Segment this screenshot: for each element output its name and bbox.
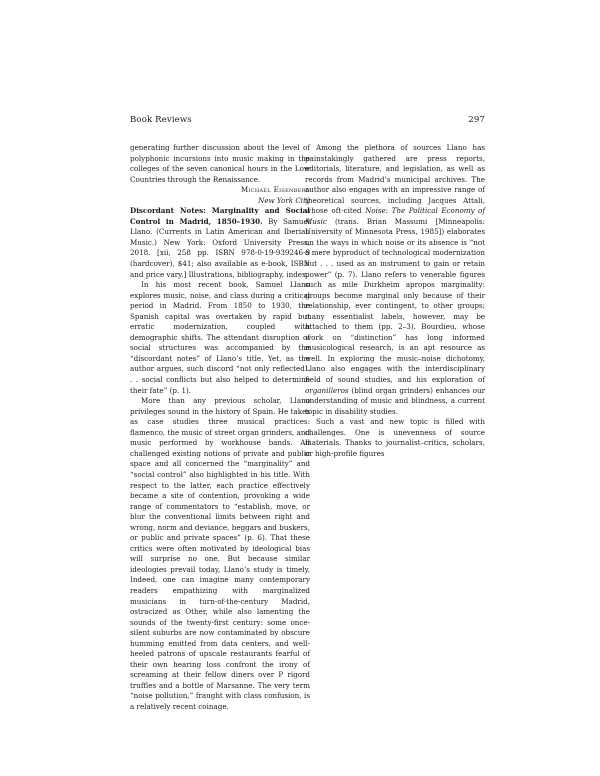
reviewer-name: Michael Eisenberg — [240, 185, 310, 195]
page-number: 297 — [468, 115, 485, 125]
paragraph-text: (trans. Brian Massumi [Minneapolis: University of Minnesota Press, 1985]) elaborates on the ways in which noise or its absence is “not a mere byproduct of technological modernization but . . . used as an instrument to gain or retain power” (p. 7). Llano refers to venerable figures such as mile Durkheim apropos marginality: groups become marginal only because of their relationship, ever contingent, to other groups; many essentialist labels, however, may be attached to them (pp. 2–3). Bourdieu, whose work on “distinction” has long informed musicological research, is an apt resource as well. In exploring the music–noise dichotomy, Llano also engages with the interdisciplinary field of sound studies, and his exploration of — [305, 216, 485, 385]
review-paragraph: Such a vast and new topic is filled with challenges. One is unevenness of source materials. Thanks to journalist–critics, scholars, or high-profile figures — [305, 417, 485, 458]
running-head-section: Book Reviews — [130, 115, 192, 125]
reviewer-location: New York City — [258, 195, 310, 205]
left-column — [130, 143, 310, 713]
book-citation — [130, 206, 310, 280]
review-paragraph: More than any previous scholar, Llano privileges sound in the history of Spain. He takes as case studies three musical practices: flamenco, the music of street organ grinders, and music performed by workhouse bands. All challenged existing notions of private and public space and all concerned the “marginality” and “social control” also highlighted in his title. With respect to the latter, each practice effectively became a site of contention, provoking a wide range of commentators to “establish, move, or blur the conventional limits between right and wrong, norm and deviance, beggars and buskers, or public and private spaces” (p. 6). That these critics were often motivated by ideological bias will surprise no one. But because similar ideologies prevail today, Llano’s study is timely. Indeed, one can imagine many contemporary readers empathizing with marginalized musicians in turn-of-the-century Madrid, ostracized as Other, while also lamenting the sounds of the twenty-first century: some once-silent suburbs are now contaminated by obscure humming emitted from data centers, and well-heeled patrons of upscale restaurants fearful of their own hearing loss confront the irony of screaming at their fellow diners over P rigord truffles and a bottle of Marsanne. The very term “noise pollution,” fraught with class confusion, is a relatively recent coinage. — [130, 396, 310, 711]
right-column — [305, 143, 485, 459]
book-details: By Samuel Llano. (Currents in Latin American and Iberian Music.) New York: Oxford University Press, 2018. [xii, 258 pp. ISBN 978-0-19-939246-9 (hardcover), $41; also available as e-book, ISBN and price vary.] Illustrations, bibliography, index. — [130, 216, 310, 279]
review-paragraph: In his most recent book, Samuel Llano explores music, noise, and class during a critical period in Madrid. From 1850 to 1930, the Spanish capital was overtaken by rapid but erratic modernization, coupled with demographic shifts. The attendant disruption of social structures was accompanied by the “discordant notes” of Llano’s title. Yet, as the author argues, such discord “not only reflected . . . social conflicts but also helped to determine their fate” (p. 1). — [130, 280, 310, 395]
paragraph-text: Among the plethora of sources Llano has painstakingly gathered are press reports, editorials, literature, and legislation, as well as records from Madrid’s municipal archives. The author also engages with an impressive range of theoretical sources, including Jacques Attali, whose oft-cited — [305, 143, 485, 216]
italic-term: organilleros — [305, 385, 349, 395]
review-paragraph — [305, 143, 485, 417]
cited-title: Noise: The Political Economy of Music — [305, 206, 485, 226]
paragraph-text: (blind organ grinders) enhances our understanding of music and blindness, a current topic in disability studies. — [305, 385, 485, 416]
previous-review-closing: generating further discussion about the level of polyphonic incursions into music making in the colleges of the seven canonical hours in the Low Countries through the Renaissance. — [130, 143, 310, 184]
book-title: Discordant Notes: Marginality and Social Control in Madrid, 1850–1930. — [130, 206, 310, 226]
